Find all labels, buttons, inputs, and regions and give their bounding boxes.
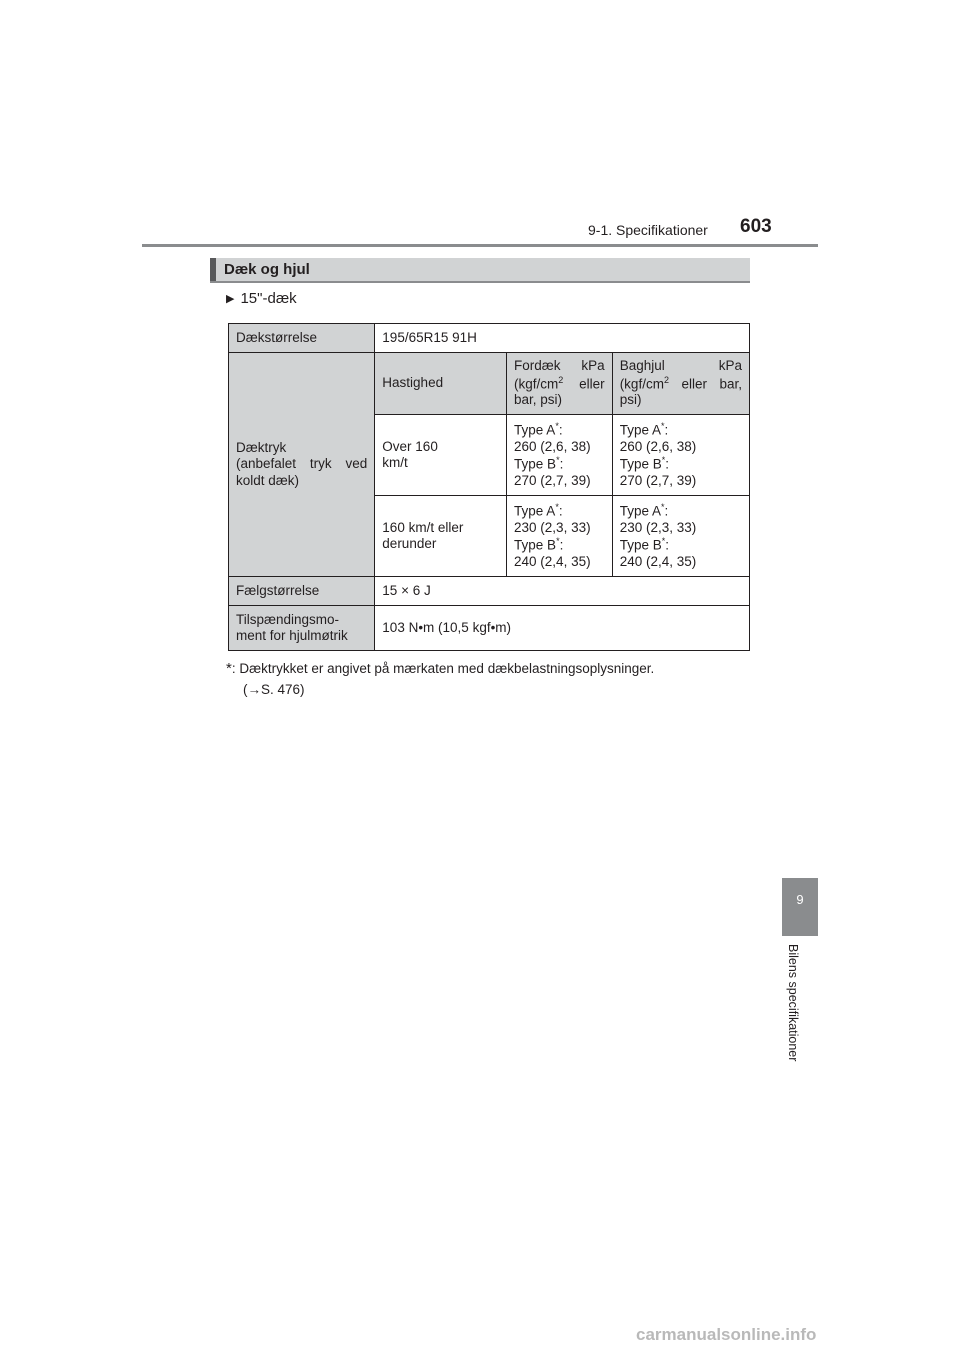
tire-spec-table (228, 323, 750, 651)
footnote-page-ref: (→S. 476) (243, 682, 305, 697)
footnote (226, 658, 750, 700)
speed-160-or-below: 160 km/t eller derunder (375, 496, 507, 577)
front-pressure-high: Type A*: 260 (2,6, 38) Type B*: 270 (2,7, 39) (507, 415, 613, 496)
table-row (229, 577, 750, 606)
footnote-text: : Dæktrykket er angivet på mærkaten med dækbelastningsoplysninger. (231, 661, 655, 676)
rear-pressure-high: Type A*: 260 (2,6, 38) Type B*: 270 (2,7, 39) (612, 415, 749, 496)
torque-value: 103 N•m (10,5 kgf•m) (375, 606, 750, 651)
header-section-title: 9-1. Specifikationer (588, 222, 708, 238)
tire-size-label: Dækstørrelse (229, 324, 375, 353)
pressure-label: Dæktryk (anbefalet tryk ved koldt dæk) (229, 353, 375, 577)
rear-header: Baghjul kPa ($kgf/cm^2$ eller bar, psi) (612, 353, 749, 415)
bullet-item (226, 290, 297, 307)
front-header: Fordæk kPa ($kgf/cm^2$ eller bar, psi) (507, 353, 613, 415)
watermark: carmanualsonline.info (636, 1325, 817, 1344)
chapter-label: Bilens specifikationer (786, 944, 800, 1062)
rim-size-value: 15 × 6 J (375, 577, 750, 606)
table-row (229, 353, 750, 415)
torque-label: Tilspændingsmo- ment for hjulmøtrik (229, 606, 375, 651)
front-pressure-low: Type A*: 230 (2,3, 33) Type B*: 240 (2,4, 35) (507, 496, 613, 577)
section-title: Dæk og hjul (224, 261, 310, 278)
footnote-star: * (226, 660, 232, 677)
header-divider (142, 244, 818, 247)
table-row (229, 324, 750, 353)
chapter-number: 9 (796, 892, 804, 907)
section-heading-bar (210, 258, 750, 283)
table-row (229, 606, 750, 651)
triangle-bullet-icon: ▶ (226, 293, 235, 305)
bullet-text: 15"-dæk (240, 290, 297, 307)
rear-pressure-low: Type A*: 230 (2,3, 33) Type B*: 240 (2,4, 35) (612, 496, 749, 577)
speed-over-160: Over 160 km/t (375, 415, 507, 496)
page-number: 603 (740, 216, 772, 237)
section-marker (210, 258, 216, 281)
speed-header: Hastighed (375, 353, 507, 415)
chapter-tab (782, 878, 818, 936)
tire-size-value: 195/65R15 91H (375, 324, 750, 353)
rim-size-label: Fælgstørrelse (229, 577, 375, 606)
